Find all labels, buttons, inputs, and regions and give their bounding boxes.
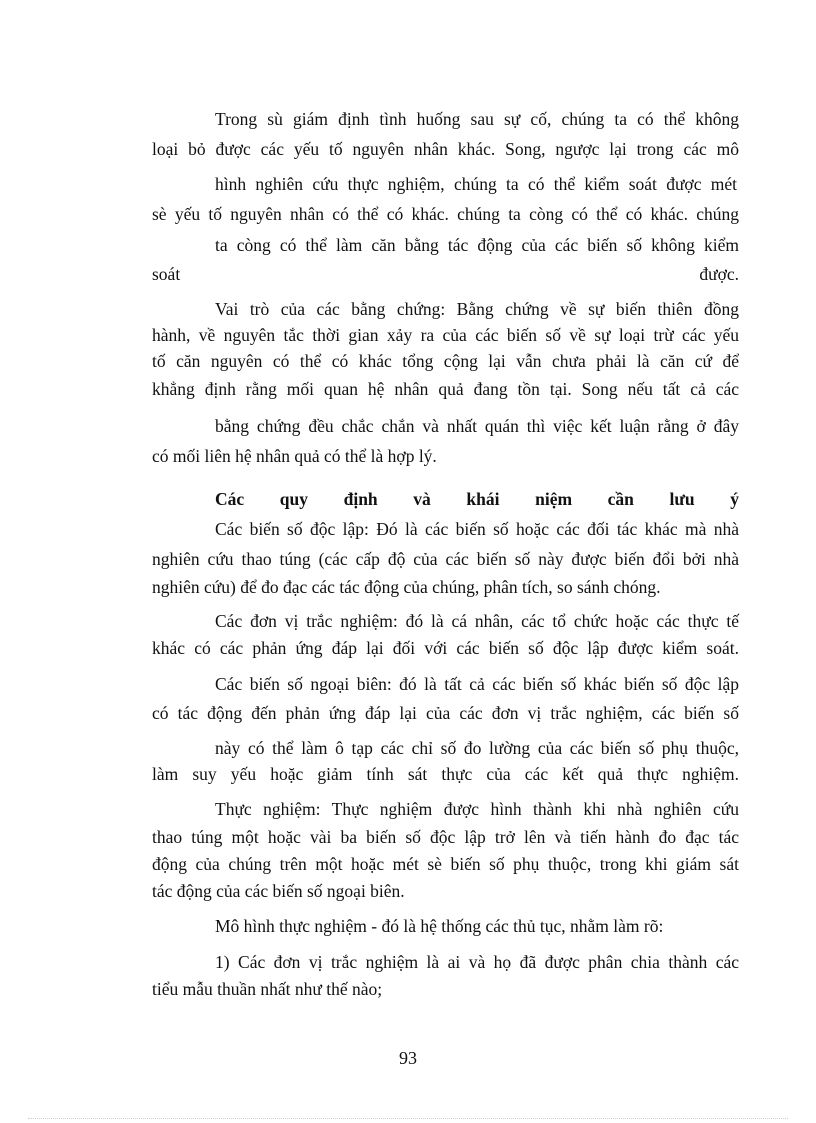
text-line: động của chúng trên một hoặc mét sè biến số phụ thuộc, trong khi giám sát [152, 854, 739, 874]
text-line: soát [152, 264, 181, 284]
text-line: làm suy yếu hoặc giảm tính sát thực của các kết quả thực nghiệm. [152, 764, 739, 784]
text-line: ta còng có thể làm căn bằng tác động của các biến số không kiểm [215, 235, 739, 255]
text-line: 1) Các đơn vị trắc nghiệm là ai và họ đã được phân chia thành các [215, 952, 739, 972]
text-line: tiểu mẫu thuần nhất như thế nào; [152, 979, 383, 999]
text-line: khẳng định rằng mối quan hệ nhân quả đang tồn tại. Song nếu tất cả các [152, 379, 739, 399]
text-line: sè yếu tố nguyên nhân có thể có khác. chúng ta còng có thể có khác. chúng [152, 204, 739, 224]
page-number: 93 [399, 1048, 417, 1068]
text-line: Các biến số độc lập: Đó là các biến số hoặc các đối tác khác mà nhà [215, 519, 739, 539]
text-line: thao túng một hoặc vài ba biến số độc lập trở lên và tiến hành đo đạc tác [152, 827, 739, 847]
text-line: Thực nghiệm: Thực nghiệm được hình thành khi nhà nghiên cứu [215, 799, 739, 819]
text-line: Các đơn vị trắc nghiệm: đó là cá nhân, các tổ chức hoặc các thực tế [215, 611, 739, 631]
text-line: nghiên cứu) để đo đạc các tác động của chúng, phân tích, so sánh chóng. [152, 577, 661, 597]
section-heading: Các quy định và khái niệm cần lưu ý [215, 489, 739, 509]
text-line: hành, về nguyên tắc thời gian xảy ra của các biến số về sự loại trừ các yếu [152, 325, 739, 345]
text-line: này có thể làm ô tạp các chỉ số đo lường của các biến số phụ thuộc, [215, 738, 739, 758]
text-line: được. [699, 264, 739, 284]
text-line: Trong sù giám định tình huống sau sự cố, chúng ta có thể không [215, 109, 739, 129]
text-line: bằng chứng đều chắc chắn và nhất quán thì việc kết luận rằng ở đây [215, 416, 739, 436]
text-line: loại bỏ được các yếu tố nguyên nhân khác. Song, ngược lại trong các mô [152, 139, 739, 159]
text-line: có mối liên hệ nhân quả có thể là hợp lý. [152, 446, 437, 466]
text-line: tố căn nguyên có thể có khác tổng cộng lại vẫn chưa phải là căn cứ để [152, 351, 739, 371]
text-line: Vai trò của các bằng chứng: Bằng chứng về sự biến thiên đồng [215, 299, 739, 319]
text-line: nghiên cứu thao túng (các cấp độ của các biến số này được biến đổi bởi nhà [152, 549, 739, 569]
text-line: có tác động đến phản ứng đáp lại của các đơn vị trắc nghiệm, các biến số [152, 703, 739, 723]
text-line: tác động của các biến số ngoại biên. [152, 881, 405, 901]
footer-divider [28, 1118, 788, 1119]
text-line: Các biến số ngoại biên: đó là tất cả các biến số khác biến số độc lập [215, 674, 739, 694]
text-line: khác có các phản ứng đáp lại đối với các biến số độc lập được kiểm soát. [152, 638, 739, 658]
text-line: Mô hình thực nghiệm - đó là hệ thống các thủ tục, nhằm làm rõ: [215, 916, 664, 936]
text-line: hình nghiên cứu thực nghiệm, chúng ta có thể kiểm soát được mét [215, 174, 737, 194]
